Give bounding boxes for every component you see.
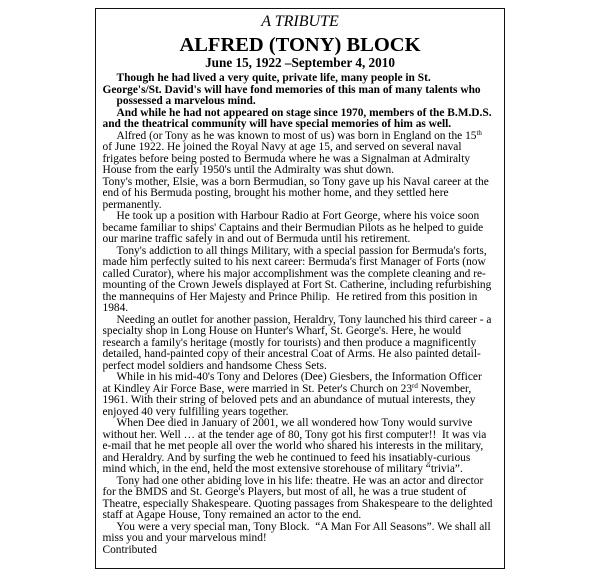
closing-paragraph — [103, 522, 501, 545]
text-line: end of his Bermuda posting, brought his mother home, and they settled here — [102, 187, 449, 199]
text-line: of June 1922. He joined the Royal Navy at age 15, and served on several naval — [102, 141, 462, 153]
body-paragraph — [103, 246, 501, 315]
text-line: 1961. With their string of beloved pets and an abundance of mutual interests, they — [102, 394, 476, 406]
text-segment: at Kindley Air Force Base, were married in St. Peter's Church on 23 — [102, 382, 413, 395]
text-line: mounting of the Crown Jewels displayed at Fort St. Catherine, including refurbishing — [102, 279, 492, 291]
body-paragraph — [103, 476, 501, 522]
text-line: Theatre, especially Shakespeare. Quoting passages from Shakespeare to the delighted — [102, 497, 493, 510]
body-paragraph — [103, 418, 501, 476]
text-line: Tony's addiction to all things Military, with a special passion for Bermuda's forts, — [116, 244, 487, 257]
ordinal-suffix: rd — [412, 381, 418, 390]
text-line: While in his mid-40's Tony and Delores (Dee) Giesbers, the Information Officer — [116, 371, 482, 383]
text-line: made him perfectly suited to his next career: Bermuda's first Manager of Forts (now — [102, 256, 486, 268]
text-line: Though he had lived a very quite, private life, many people in St. — [116, 72, 431, 84]
text-line: Tony's mother, Elsie, was a born Bermudian, so Tony gave up his Naval career at the — [102, 175, 489, 188]
text-segment: November, — [417, 382, 472, 395]
tribute-body — [103, 73, 501, 556]
text-line: became familiar to ships' Captains and their Bermudian Pilots as he helped to guide — [102, 221, 484, 234]
tribute-dates: June 15, 1922 –September 4, 2010 — [205, 55, 395, 70]
text-line: When Dee died in January of 2001, we all wondered how Tony would survive — [116, 417, 473, 429]
text-line: specialty shop in Long House on Hunter's Wharf, St. George's. Here, he would — [102, 325, 462, 337]
text-line: called Curator), where his major accomplishment was the complete cleaning and re- — [102, 267, 486, 280]
text-line: research a family's heritage (mostly for tourists) and then produce a magnificently — [102, 336, 477, 349]
ordinal-suffix: th — [476, 128, 482, 137]
text-line: frigates before being posted to Bermuda where he was a Signalman at Admiralty — [102, 152, 471, 165]
text-line: and Heraldry. And by surfing the web he continued to feed his insatiably-curious — [102, 451, 471, 464]
text-line: 1984. — [102, 302, 129, 314]
text-line: perfect model soldiers and handsome Chess Sets. — [102, 359, 327, 372]
text-line: without her. Well … at the tender age of 80, Tony got his first computer!! It was via — [102, 428, 487, 441]
intro-paragraph — [103, 73, 501, 108]
body-paragraph — [103, 177, 501, 212]
body-paragraph — [103, 315, 501, 373]
text-segment: Alfred (or Tony as he was known to most of us) was born in England on the 15 — [116, 129, 477, 142]
text-line: You were a very special man, Tony Block. “A Man For All Seasons”. We shall all — [116, 520, 491, 533]
text-line: And while he had not appeared on stage since 1970, members of the B.M.D.S. — [116, 106, 492, 119]
text-line: enjoyed 40 very fulfilling years together. — [102, 405, 289, 418]
text-line: e-mail that he met people all over the world who shared his interests in the military, — [102, 440, 484, 452]
text-line: He took up a position with Harbour Radio at Fort George, where his voice soon — [116, 210, 480, 222]
tribute-name-heading: ALFRED (TONY) BLOCK — [179, 34, 421, 56]
text-line: our marine traffic safely in and out of Bermuda until his retirement. — [102, 233, 411, 245]
text-line: possessed a marvelous mind. — [116, 95, 256, 107]
body-paragraph — [102, 128, 501, 177]
text-line: House from the early 1950's until the Admiralty was shut down. — [102, 164, 395, 176]
credit-line: Contributed — [102, 543, 157, 556]
text-line: mind which, in the end, held the most extensive storehouse of military “trivia”. — [102, 463, 463, 475]
text-line: permanently. — [102, 198, 162, 211]
text-line: the mannequins of Her Majesty and Prince Philip. He retired from this position in — [102, 290, 478, 303]
text-line: miss you and your marvelous mind! — [102, 532, 267, 544]
text-line: Needing an outlet for another passion, Heraldry, Tony launched his third career - a — [116, 313, 492, 326]
text-line: staff at Agape House, Tony remained an actor to the end. — [102, 509, 362, 521]
body-paragraph — [103, 211, 501, 246]
kicker-heading: A TRIBUTE — [261, 13, 339, 30]
text-line: Tony had one other abiding love in his life: theatre. He was an actor and director — [116, 474, 484, 487]
text-line: for the BMDS and St. George's Players, but most of all, he was a true student of — [102, 486, 467, 498]
body-paragraph — [103, 372, 501, 418]
intro-paragraph — [103, 108, 501, 131]
text-line: George's/St. David's will have fond memories of this man of many talents who — [102, 83, 481, 96]
text-line: detailed, hand-painted copy of their ancestral Coat of Arms. He also painted detail- — [102, 348, 481, 360]
text-line: and the theatrical community will have special memories of him as well. — [102, 118, 452, 130]
